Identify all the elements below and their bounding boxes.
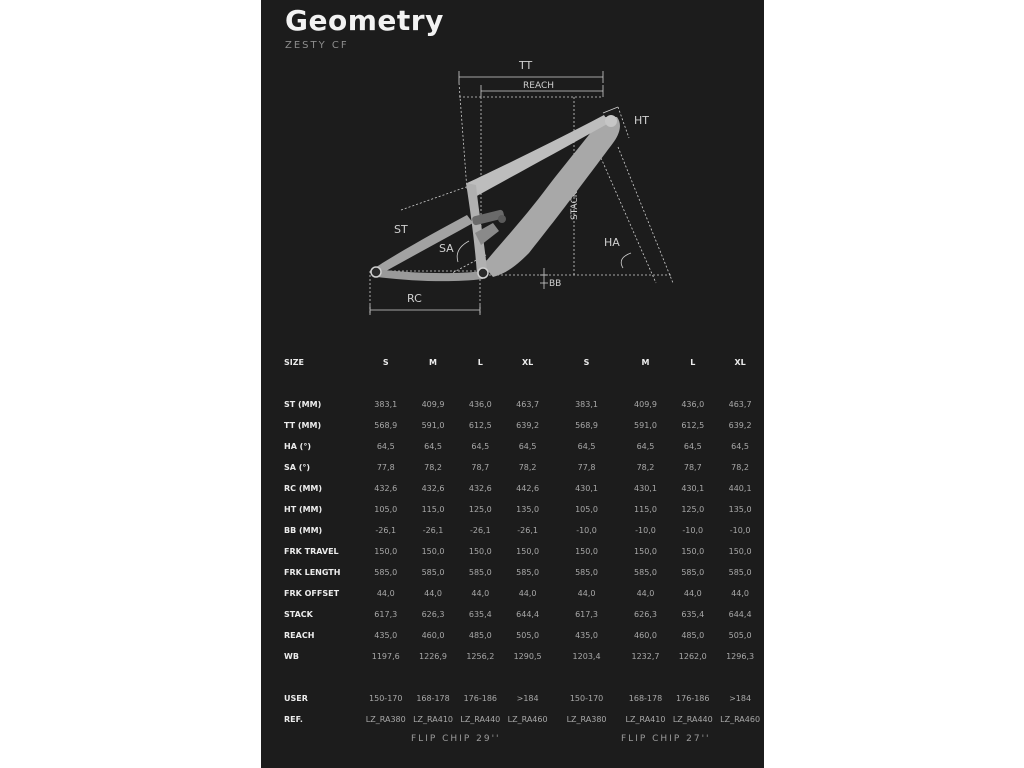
- row-label: BB (MM): [284, 526, 323, 535]
- table-cell: 435,0: [575, 631, 598, 640]
- table-row: [261, 478, 764, 499]
- table-cell: 135,0: [516, 505, 540, 514]
- table-cell: 626,3: [421, 610, 445, 619]
- table-cell: 125,0: [468, 505, 492, 514]
- table-cell: 1232,7: [631, 652, 660, 661]
- table-cell: 64,5: [424, 442, 442, 451]
- row-label: HT (MM): [284, 505, 323, 514]
- row-label: REACH: [284, 631, 315, 640]
- table-row: [261, 415, 764, 436]
- bike-frame: [371, 115, 620, 281]
- table-cell: 77,8: [376, 463, 395, 472]
- table-row: [261, 562, 764, 583]
- table-cell: 44,0: [731, 589, 749, 598]
- table-cell: 585,0: [468, 568, 492, 577]
- table-cell: 115,0: [634, 505, 657, 514]
- row-label: RC (MM): [284, 484, 323, 493]
- table-cell: 44,0: [424, 589, 442, 598]
- size-column-header: S: [382, 358, 389, 367]
- row-label: FRK TRAVEL: [284, 547, 339, 556]
- ha-label: HA: [604, 236, 620, 249]
- table-cell: -26,1: [517, 526, 538, 535]
- table-cell: 383,1: [575, 400, 598, 409]
- table-cell: -10,0: [576, 526, 597, 535]
- stack-label: STACK: [570, 191, 580, 220]
- table-cell: 644,4: [516, 610, 540, 619]
- model-subtitle: ZESTY CF: [285, 40, 349, 51]
- table-cell: 64,5: [731, 442, 749, 451]
- head-tube-top: [605, 115, 617, 127]
- bb-dimension: [540, 268, 548, 289]
- table-cell: 432,6: [468, 484, 492, 493]
- table-cell: 383,1: [374, 400, 398, 409]
- table-cell: >184: [516, 694, 539, 703]
- table-cell: 78,7: [471, 463, 490, 472]
- table-row: [261, 499, 764, 520]
- table-cell: 485,0: [681, 631, 705, 640]
- table-cell: 585,0: [681, 568, 705, 577]
- table-cell: -10,0: [635, 526, 656, 535]
- table-cell: 44,0: [636, 589, 655, 598]
- size-column-header: XL: [734, 358, 746, 367]
- table-cell: 105,0: [374, 505, 398, 514]
- table-cell: >184: [729, 694, 752, 703]
- table-cell: 115,0: [421, 505, 445, 514]
- table-cell: -26,1: [375, 526, 397, 535]
- table-cell: 44,0: [376, 589, 395, 598]
- table-cell: 150,0: [681, 547, 705, 556]
- table-cell: 150-170: [569, 694, 604, 703]
- table-cell: -10,0: [729, 526, 751, 535]
- ha-dimension: [601, 147, 673, 283]
- size-header-label: SIZE: [284, 358, 305, 367]
- table-cell: 150,0: [516, 547, 540, 556]
- flip-chip-29-label: FLIP CHIP 29'': [411, 734, 501, 744]
- table-cell: 463,7: [728, 400, 752, 409]
- table-cell: 78,7: [683, 463, 702, 472]
- table-cell: 432,6: [374, 484, 398, 493]
- table-cell: 78,2: [518, 463, 537, 472]
- table-cell: 644,4: [728, 610, 752, 619]
- st-label: ST: [394, 223, 408, 236]
- table-cell: LZ_RA440: [672, 715, 713, 724]
- row-label: USER: [284, 694, 308, 703]
- table-cell: 568,9: [374, 421, 398, 430]
- table-cell: LZ_RA460: [507, 715, 548, 724]
- table-cell: 64,5: [518, 442, 537, 451]
- table-cell: 436,0: [468, 400, 492, 409]
- table-cell: 105,0: [575, 505, 598, 514]
- table-cell: 150,0: [634, 547, 657, 556]
- table-cell: 635,4: [681, 610, 705, 619]
- sa-label: SA: [439, 242, 454, 255]
- reach-label: REACH: [523, 81, 554, 91]
- table-row: [261, 394, 764, 415]
- table-row: [261, 646, 764, 667]
- table-cell: 409,9: [421, 400, 445, 409]
- table-cell: -10,0: [682, 526, 704, 535]
- table-cell: 64,5: [471, 442, 490, 451]
- table-row: [261, 457, 764, 478]
- table-cell: 463,7: [516, 400, 540, 409]
- table-cell: 635,4: [468, 610, 492, 619]
- table-cell: LZ_RA460: [720, 715, 761, 724]
- bb-label: BB: [549, 279, 562, 289]
- seat-stay: [373, 215, 473, 275]
- tt-label: TT: [519, 59, 533, 72]
- table-row: [261, 520, 764, 541]
- table-cell: 442,6: [516, 484, 540, 493]
- ht-label: HT: [634, 114, 649, 127]
- table-cell: 626,3: [634, 610, 657, 619]
- down-tube: [483, 117, 620, 277]
- table-cell: 585,0: [728, 568, 752, 577]
- table-cell: 436,0: [681, 400, 705, 409]
- table-row: [261, 709, 764, 730]
- table-cell: 168-178: [416, 694, 450, 703]
- table-cell: 150,0: [575, 547, 598, 556]
- table-cell: 1256,2: [466, 652, 495, 661]
- table-row: [261, 625, 764, 646]
- table-cell: 617,3: [374, 610, 398, 619]
- table-cell: 150,0: [421, 547, 445, 556]
- table-cell: 435,0: [374, 631, 398, 640]
- table-cell: 612,5: [681, 421, 705, 430]
- table-cell: LZ_RA380: [566, 715, 607, 724]
- table-cell: 150,0: [728, 547, 752, 556]
- spacer-row: [261, 373, 764, 394]
- table-cell: -26,1: [469, 526, 491, 535]
- table-cell: 176-186: [463, 694, 498, 703]
- geometry-table: [261, 352, 764, 730]
- table-cell: 125,0: [681, 505, 705, 514]
- geometry-diagram: [261, 55, 764, 320]
- table-cell: 64,5: [376, 442, 395, 451]
- table-cell: 64,5: [577, 442, 596, 451]
- page-title: Geometry: [285, 4, 444, 37]
- table-cell: LZ_RA410: [625, 715, 666, 724]
- size-header-row: [261, 352, 764, 373]
- table-cell: 168-178: [628, 694, 663, 703]
- table-cell: 176-186: [676, 694, 710, 703]
- table-cell: -26,1: [422, 526, 444, 535]
- table-cell: 44,0: [471, 589, 490, 598]
- table-cell: 135,0: [728, 505, 752, 514]
- table-cell: 430,1: [634, 484, 657, 493]
- table-cell: 585,0: [421, 568, 445, 577]
- table-cell: 585,0: [634, 568, 657, 577]
- table-cell: 591,0: [421, 421, 445, 430]
- table-cell: 460,0: [634, 631, 657, 640]
- row-label: FRK OFFSET: [284, 589, 340, 598]
- table-cell: 44,0: [518, 589, 537, 598]
- table-cell: 1203,4: [572, 652, 601, 661]
- table-cell: 150,0: [468, 547, 492, 556]
- table-row: [261, 604, 764, 625]
- geometry-table-wrapper: [261, 352, 764, 730]
- table-cell: 78,2: [424, 463, 442, 472]
- table-cell: 1226,9: [419, 652, 448, 661]
- size-column-header: XL: [521, 358, 534, 367]
- row-label: ST (MM): [284, 400, 322, 409]
- bb-pivot: [478, 268, 488, 278]
- table-row: [261, 541, 764, 562]
- table-cell: 430,1: [681, 484, 705, 493]
- table-cell: LZ_RA440: [460, 715, 501, 724]
- row-label: SA (°): [284, 463, 311, 472]
- table-cell: 612,5: [468, 421, 492, 430]
- table-cell: 1290,5: [513, 652, 542, 661]
- table-cell: 44,0: [683, 589, 702, 598]
- table-cell: 585,0: [516, 568, 540, 577]
- table-cell: 639,2: [728, 421, 752, 430]
- size-column-header: S: [583, 358, 590, 367]
- geometry-panel: [261, 0, 764, 768]
- table-cell: 150,0: [374, 547, 398, 556]
- row-label: TT (MM): [284, 421, 322, 430]
- table-cell: 150-170: [369, 694, 403, 703]
- table-cell: 1262,0: [678, 652, 707, 661]
- size-column-header: M: [429, 358, 438, 367]
- table-cell: 591,0: [634, 421, 657, 430]
- rc-label: RC: [407, 292, 422, 305]
- table-cell: 77,8: [577, 463, 596, 472]
- size-column-header: M: [641, 358, 650, 367]
- row-label: STACK: [284, 610, 313, 619]
- table-cell: 64,5: [636, 442, 655, 451]
- table-cell: 460,0: [421, 631, 445, 640]
- table-cell: 78,2: [636, 463, 655, 472]
- table-cell: LZ_RA380: [365, 715, 406, 724]
- table-cell: 440,1: [728, 484, 752, 493]
- spacer-row: [261, 667, 764, 688]
- size-column-header: L: [477, 358, 483, 367]
- row-label: WB: [284, 652, 299, 661]
- row-label: FRK LENGTH: [284, 568, 341, 577]
- row-label: HA (°): [284, 442, 311, 451]
- table-cell: 485,0: [468, 631, 492, 640]
- table-cell: 617,3: [575, 610, 598, 619]
- table-cell: 568,9: [575, 421, 598, 430]
- table-cell: 585,0: [374, 568, 398, 577]
- table-row: [261, 688, 764, 709]
- table-cell: 1197,6: [371, 652, 400, 661]
- table-cell: 44,0: [577, 589, 596, 598]
- row-label: REF.: [284, 715, 303, 724]
- size-column-header: L: [690, 358, 696, 367]
- flip-chip-27-label: FLIP CHIP 27'': [621, 734, 711, 744]
- table-cell: 505,0: [728, 631, 752, 640]
- table-cell: 78,2: [731, 463, 749, 472]
- table-cell: 585,0: [575, 568, 598, 577]
- table-cell: LZ_RA410: [413, 715, 453, 724]
- table-row: [261, 583, 764, 604]
- table-cell: 639,2: [516, 421, 540, 430]
- table-cell: 430,1: [575, 484, 598, 493]
- table-cell: 505,0: [516, 631, 540, 640]
- table-cell: 409,9: [634, 400, 657, 409]
- table-row: [261, 436, 764, 457]
- table-cell: 432,6: [421, 484, 445, 493]
- rear-axle-pivot: [371, 267, 381, 277]
- table-cell: 1296,3: [726, 652, 755, 661]
- table-cell: 64,5: [683, 442, 702, 451]
